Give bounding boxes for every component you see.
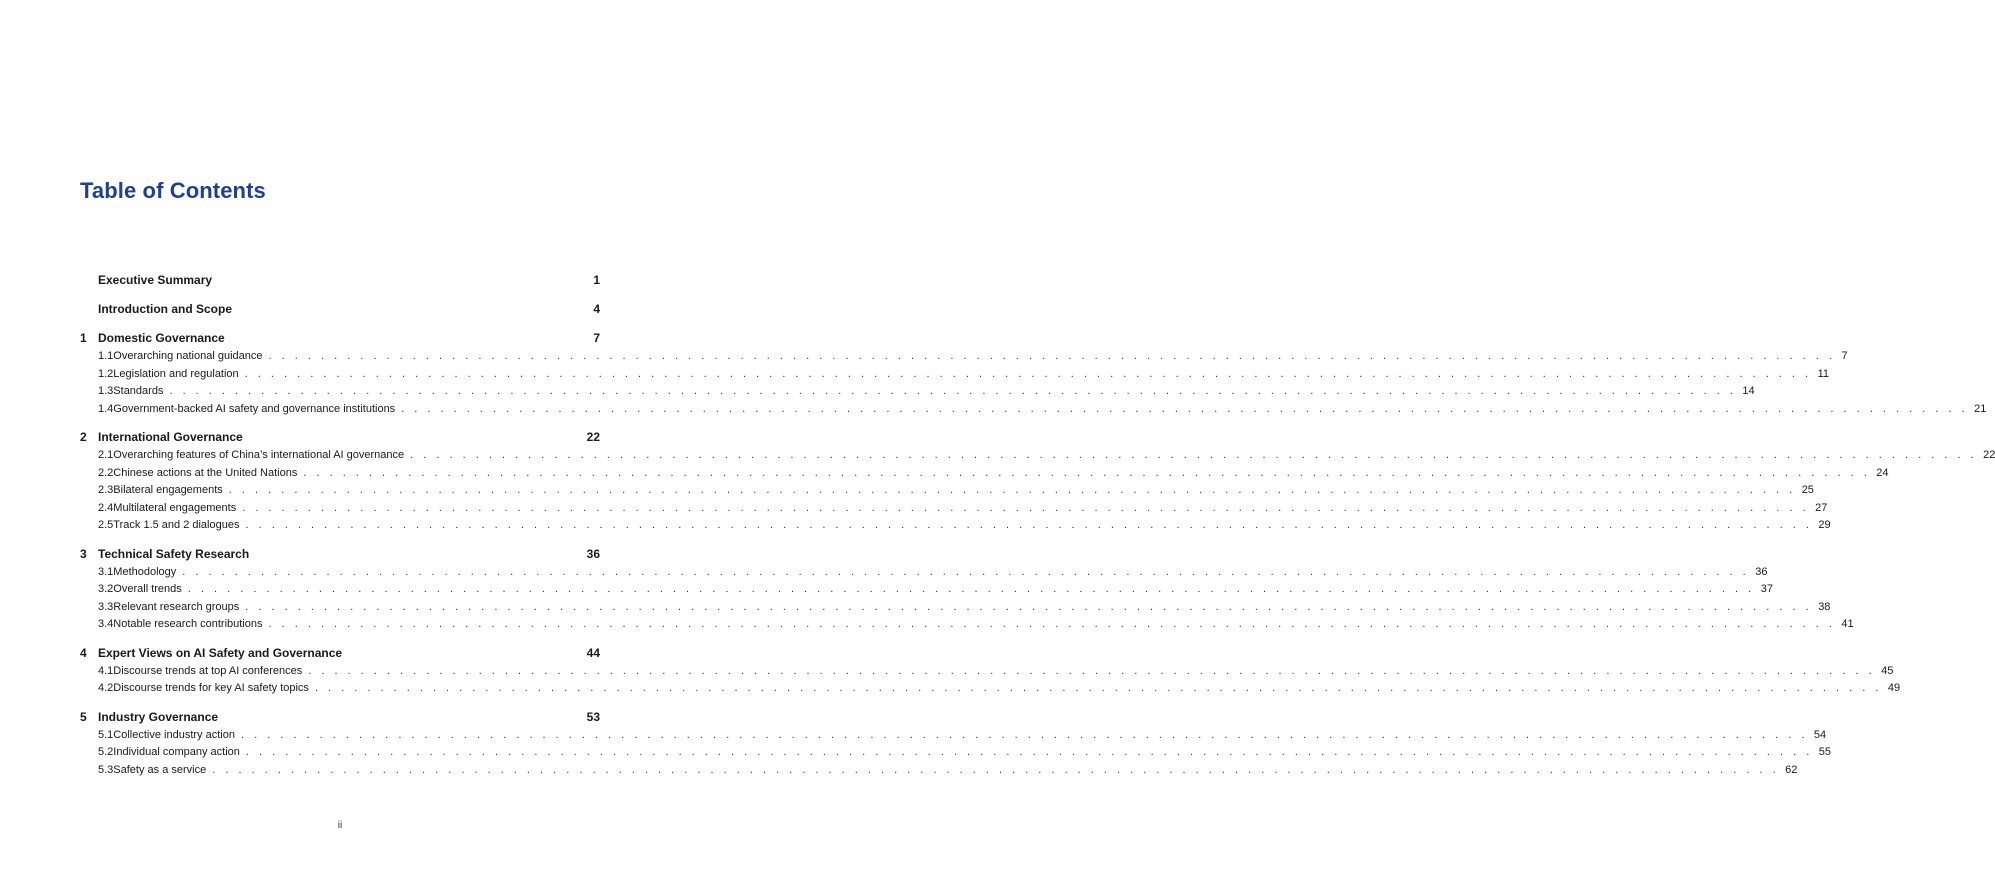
toc-section-entry[interactable] bbox=[80, 744, 1832, 762]
toc-entry-label: International Governance bbox=[98, 430, 243, 444]
toc-entry-label: Government-backed AI safety and governance institutions bbox=[113, 402, 396, 415]
toc-dot-leader: . . . . . . . . . . . . . . . . . . . . . . . . . . . . . . . . . . . . . . . . . . . . . . . . . . . . . . . . . . . . . . . . . . . . . . . . . . . . . . . . . . . . . . . . . . . . . . . . . . . . . . . . . . . . . . . . . . . . . . . . bbox=[268, 618, 1836, 630]
toc-section-entry[interactable] bbox=[80, 616, 1854, 634]
toc-section-entry[interactable] bbox=[80, 401, 1987, 419]
toc-entry-number: 1.4 bbox=[98, 402, 114, 415]
toc-dot-leader: . . . . . . . . . . . . . . . . . . . . . . . . . . . . . . . . . . . . . . . . . . . . . . . . . . . . . . . . . . . . . . . . . . . . . . . . . . . . . . . . . . . . . . . . . . . . . . . . . . . . . . . . . . . . . . . . . . . . . . . . bbox=[169, 385, 1737, 397]
table-of-contents bbox=[80, 270, 1995, 779]
toc-dot-leader: . . . . . . . . . . . . . . . . . . . . . . . . . . . . . . . . . . . . . . . . . . . . . . . . . . . . . . . . . . . . . . . . . . . . . . . . . . . . . . . . . . . . . . . . . . . . . . . . . . . . . . . . . . . . . . . . . . . . . . . . bbox=[245, 746, 1813, 758]
toc-section-entry[interactable] bbox=[80, 599, 1831, 617]
toc-entry-number: 3.3 bbox=[98, 600, 114, 613]
toc-section-entry[interactable] bbox=[80, 366, 1830, 384]
toc-page-number: 62 bbox=[1785, 763, 1798, 776]
toc-dot-leader: . . . . . . . . . . . . . . . . . . . . . . . . . . . . . . . . . . . . . . . . . . . . . . . . . . . . . . . . . . . . . . . . . . . . . . . . . . . . . . . . . . . . . . . . . . . . . . . . . . . . . . . . . . . . . . . . . . . . . . . . bbox=[245, 600, 1813, 613]
toc-dot-leader: . . . . . . . . . . . . . . . . . . . . . . . . . . . . . . . . . . . . . . . . . . . . . . . . . . . . . . . . . . . . . . . . . . . . . . . . . . . . . . . . . . . . . . . . . . . . . . . . . . . . . . . . . . . . . . . . . . . . . . . . bbox=[187, 583, 1755, 595]
toc-entry-label: Multilateral engagements bbox=[113, 501, 237, 514]
toc-page-number: 45 bbox=[1881, 664, 1894, 677]
toc-section-entry[interactable] bbox=[80, 383, 1755, 401]
toc-entry-number: 2 bbox=[80, 430, 87, 444]
toc-dot-leader: . . . . . . . . . . . . . . . . . . . . . . . . . . . . . . . . . . . . . . . . . . . . . . . . . . . . . . . . . . . . . . . . . . . . . . . . . . . . . . . . . . . . . . . . . . . . . . . . . . . . . . . . . . . . . . . . . . . . . . . . bbox=[401, 402, 1969, 415]
toc-entry-label: Executive Summary bbox=[98, 273, 213, 287]
toc-page-number: 36 bbox=[1755, 565, 1768, 578]
toc-page-number: 36 bbox=[586, 546, 600, 561]
toc-page-number: 44 bbox=[586, 645, 600, 660]
toc-section-entry[interactable] bbox=[80, 482, 1814, 500]
toc-dot-leader: . . . . . . . . . . . . . . . . . . . . . . . . . . . . . . . . . . . . . . . . . . . . . . . . . . . . . . . . . . . . . . . . . . . . . . . . . . . . . . . . . . . . . . . . . . . . . . . . . . . . . . . . . . . . . . . . . . . . . . . . bbox=[212, 763, 1780, 776]
toc-page-number: 14 bbox=[1742, 385, 1755, 397]
toc-page-number: 7 bbox=[593, 331, 600, 345]
toc-chapter-entry[interactable] bbox=[80, 643, 600, 663]
toc-entry-label: Track 1.5 and 2 dialogues bbox=[113, 519, 240, 531]
toc-page-number: 25 bbox=[1801, 484, 1814, 496]
toc-entry-number: 2.4 bbox=[98, 501, 114, 514]
page-number-footer: ii bbox=[337, 820, 343, 831]
toc-entry-number: 2.2 bbox=[98, 466, 114, 479]
toc-section-entry[interactable] bbox=[80, 581, 1773, 599]
toc-entry-number: 1 bbox=[80, 331, 87, 345]
toc-section-entry[interactable] bbox=[80, 564, 1768, 582]
toc-entry-number: 2.3 bbox=[98, 484, 114, 496]
toc-dot-leader: . . . . . . . . . . . . . . . . . . . . . . . . . . . . . . . . . . . . . . . . . . . . . . . . . . . . . . . . . . . . . . . . . . . . . . . . . . . . . . . . . . . . . . . . . . . . . . . . . . . . . . . . . . . . . . . . . . . . . . . . bbox=[245, 519, 1813, 531]
toc-entry-label: Introduction and Scope bbox=[98, 302, 232, 316]
toc-section-entry[interactable] bbox=[80, 762, 1798, 780]
toc-entry-number: 4.2 bbox=[98, 682, 114, 694]
toc-entry-label: Overall trends bbox=[113, 583, 182, 595]
toc-entry-label: Safety as a service bbox=[113, 763, 207, 776]
toc-page-number: 22 bbox=[586, 430, 600, 444]
toc-entry-label: Technical Safety Research bbox=[98, 546, 250, 561]
toc-entry-number: 5.1 bbox=[98, 728, 114, 741]
toc-chapter-entry[interactable] bbox=[80, 328, 600, 348]
toc-page-number: 27 bbox=[1815, 501, 1828, 514]
toc-dot-leader: . . . . . . . . . . . . . . . . . . . . . . . . . . . . . . . . . . . . . . . . . . . . . . . . . . . . . . . . . . . . . . . . . . . . . . . . . . . . . . . . . . . . . . . . . . . . . . . . . . . . . . . . . . . . . . . . . . . . . . . . bbox=[240, 728, 1808, 741]
toc-page-number: 22 bbox=[1983, 449, 1995, 461]
toc-page-number: 24 bbox=[1876, 466, 1889, 479]
toc-entry-number: 1.2 bbox=[98, 367, 114, 380]
toc-dot-leader: . . . . . . . . . . . . . . . . . . . . . . . . . . . . . . . . . . . . . . . . . . . . . . . . . . . . . . . . . . . . . . . . . . . . . . . . . . . . . . . . . . . . . . . . . . . . . . . . . . . . . . . . . . . . . . . . . . . . . . . . bbox=[244, 367, 1812, 380]
toc-chapter-entry[interactable] bbox=[80, 544, 600, 564]
toc-page-number: 29 bbox=[1818, 519, 1831, 531]
toc-entry-label: Relevant research groups bbox=[113, 600, 240, 613]
toc-page-number: 1 bbox=[593, 273, 600, 287]
toc-section-entry[interactable] bbox=[80, 680, 1901, 698]
toc-entry-number: 1.1 bbox=[98, 350, 114, 362]
toc-page-number: 54 bbox=[1813, 728, 1827, 741]
toc-entry-label: Overarching national guidance bbox=[113, 350, 263, 362]
toc-entry-label: Notable research contributions bbox=[113, 618, 263, 630]
toc-dot-leader: . . . . . . . . . . . . . . . . . . . . . . . . . . . . . . . . . . . . . . . . . . . . . . . . . . . . . . . . . . . . . . . . . . . . . . . . . . . . . . . . . . . . . . . . . . . . . . . . . . . . . . . . . . . . . . . . . . . . . . . . bbox=[303, 466, 1871, 479]
toc-section-entry[interactable] bbox=[80, 517, 1831, 535]
toc-section-entry[interactable] bbox=[80, 348, 1848, 366]
toc-dot-leader: . . . . . . . . . . . . . . . . . . . . . . . . . . . . . . . . . . . . . . . . . . . . . . . . . . . . . . . . . . . . . . . . . . . . . . . . . . . . . . . . . . . . . . . . . . . . . . . . . . . . . . . . . . . . . . . . . . . . . . . . bbox=[182, 565, 1750, 578]
toc-entry-number: 4.1 bbox=[98, 664, 114, 677]
toc-section-entry[interactable] bbox=[80, 500, 1828, 518]
toc-entry-label: Bilateral engagements bbox=[113, 484, 223, 496]
toc-entry-label: Standards bbox=[113, 385, 164, 397]
toc-entry-number: 2.5 bbox=[98, 519, 114, 531]
toc-entry-number: 3 bbox=[80, 546, 87, 561]
toc-page-number: 4 bbox=[593, 302, 600, 316]
toc-entry-label: Collective industry action bbox=[113, 728, 235, 741]
toc-section-entry[interactable] bbox=[80, 727, 1827, 745]
toc-entry-label: Overarching features of China’s international AI governance bbox=[113, 449, 405, 461]
toc-dot-leader: . . . . . . . . . . . . . . . . . . . . . . . . . . . . . . . . . . . . . . . . . . . . . . . . . . . . . . . . . . . . . . . . . . . . . . . . . . . . . . . . . . . . . . . . . . . . . . . . . . . . . . . . . . . . . . . . . . . . . . . . bbox=[314, 682, 1882, 694]
toc-entry-label: Expert Views on AI Safety and Governance bbox=[98, 645, 343, 660]
toc-dot-leader: . . . . . . . . . . . . . . . . . . . . . . . . . . . . . . . . . . . . . . . . . . . . . . . . . . . . . . . . . . . . . . . . . . . . . . . . . . . . . . . . . . . . . . . . . . . . . . . . . . . . . . . . . . . . . . . . . . . . . . . . bbox=[268, 350, 1836, 362]
toc-page-number: 41 bbox=[1841, 618, 1854, 630]
toc-chapter-entry[interactable] bbox=[80, 707, 600, 727]
toc-entry-label: Legislation and regulation bbox=[113, 367, 239, 380]
toc-section-entry[interactable] bbox=[80, 663, 1894, 681]
toc-entry-label: Methodology bbox=[113, 565, 177, 578]
toc-page-number: 7 bbox=[1841, 350, 1848, 362]
toc-front-matter-entry[interactable] bbox=[80, 299, 600, 319]
toc-entry-number: 2.1 bbox=[98, 449, 114, 461]
toc-page-number: 37 bbox=[1760, 583, 1773, 595]
toc-entry-label: Individual company action bbox=[113, 746, 240, 758]
toc-front-matter-entry[interactable] bbox=[80, 270, 600, 290]
toc-chapter-entry[interactable] bbox=[80, 427, 600, 447]
toc-entry-label: Industry Governance bbox=[98, 709, 219, 724]
toc-entry-label: Discourse trends at top AI conferences bbox=[113, 664, 303, 677]
toc-section-entry[interactable] bbox=[80, 447, 1995, 465]
toc-entry-label: Domestic Governance bbox=[98, 331, 225, 345]
toc-entry-label: Discourse trends for key AI safety topics bbox=[113, 682, 309, 694]
toc-page-number: 11 bbox=[1817, 367, 1830, 380]
toc-section-entry[interactable] bbox=[80, 465, 1889, 483]
toc-entry-number: 3.1 bbox=[98, 565, 114, 578]
toc-entry-number: 1.3 bbox=[98, 385, 114, 397]
toc-entry-number: 5.3 bbox=[98, 763, 114, 776]
page-title: Table of Contents bbox=[80, 178, 266, 203]
toc-page-number: 53 bbox=[586, 709, 600, 724]
toc-entry-number: 3.2 bbox=[98, 583, 114, 595]
toc-dot-leader: . . . . . . . . . . . . . . . . . . . . . . . . . . . . . . . . . . . . . . . . . . . . . . . . . . . . . . . . . . . . . . . . . . . . . . . . . . . . . . . . . . . . . . . . . . . . . . . . . . . . . . . . . . . . . . . . . . . . . . . . bbox=[242, 501, 1810, 514]
toc-page-number: 21 bbox=[1974, 402, 1987, 415]
toc-page-number: 55 bbox=[1818, 746, 1832, 758]
toc-dot-leader: . . . . . . . . . . . . . . . . . . . . . . . . . . . . . . . . . . . . . . . . . . . . . . . . . . . . . . . . . . . . . . . . . . . . . . . . . . . . . . . . . . . . . . . . . . . . . . . . . . . . . . . . . . . . . . . . . . . . . . . . bbox=[308, 664, 1876, 677]
toc-entry-number: 4 bbox=[80, 645, 87, 660]
toc-dot-leader: . . . . . . . . . . . . . . . . . . . . . . . . . . . . . . . . . . . . . . . . . . . . . . . . . . . . . . . . . . . . . . . . . . . . . . . . . . . . . . . . . . . . . . . . . . . . . . . . . . . . . . . . . . . . . . . . . . . . . . . . bbox=[228, 484, 1796, 496]
toc-page-number: 38 bbox=[1818, 600, 1831, 613]
toc-entry-number: 3.4 bbox=[98, 618, 114, 630]
toc-page-number: 49 bbox=[1887, 682, 1901, 694]
toc-entry-number: 5.2 bbox=[98, 746, 114, 758]
toc-entry-label: Chinese actions at the United Nations bbox=[113, 466, 298, 479]
toc-entry-number: 5 bbox=[80, 709, 87, 724]
toc-dot-leader: . . . . . . . . . . . . . . . . . . . . . . . . . . . . . . . . . . . . . . . . . . . . . . . . . . . . . . . . . . . . . . . . . . . . . . . . . . . . . . . . . . . . . . . . . . . . . . . . . . . . . . . . . . . . . . . . . . . . . . . . bbox=[410, 449, 1978, 461]
